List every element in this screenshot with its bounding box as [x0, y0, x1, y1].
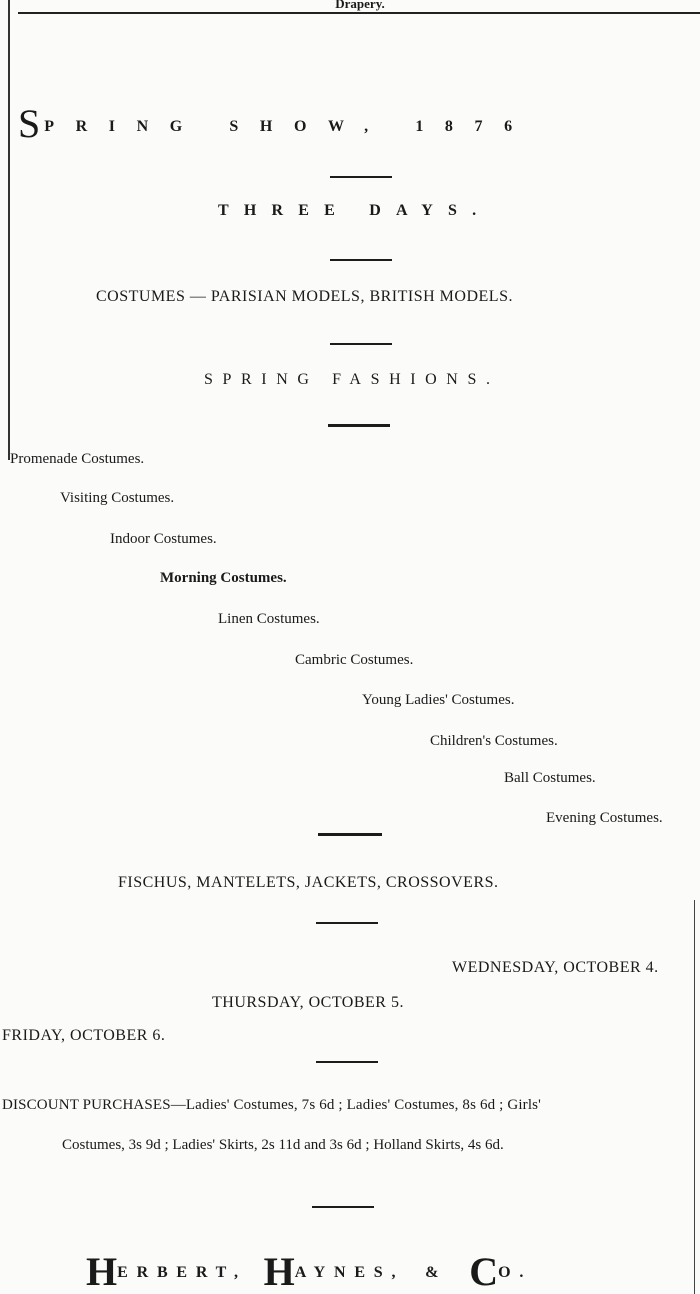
company-initial-h: H: [263, 1249, 295, 1294]
date-wednesday: WEDNESDAY, OCTOBER 4.: [452, 959, 659, 976]
headline: [18, 94, 534, 146]
separator: [312, 1206, 374, 1208]
costume-item: Cambric Costumes.: [295, 652, 414, 668]
date-friday: FRIDAY, OCTOBER 6.: [2, 1027, 166, 1044]
separator: [330, 176, 392, 178]
date-thursday: THURSDAY, OCTOBER 5.: [212, 994, 404, 1011]
costume-item: Children's Costumes.: [430, 733, 558, 749]
costume-item: Morning Costumes.: [160, 570, 287, 586]
spring-fashions-heading: SPRING FASHIONS.: [204, 371, 500, 388]
separator: [330, 259, 392, 261]
separator: [328, 424, 390, 427]
company-initial-h: H: [86, 1249, 118, 1294]
costume-item: Evening Costumes.: [546, 810, 663, 826]
separator: [318, 833, 382, 836]
costume-item: Linen Costumes.: [218, 611, 320, 627]
costumes-models-heading: COSTUMES — PARISIAN MODELS, BRITISH MODELS.: [96, 288, 513, 305]
three-days-heading: THREE DAYS.: [218, 202, 492, 219]
company-name-part: ERBERT,: [117, 1264, 247, 1281]
company-initial-c: C: [469, 1249, 499, 1294]
costume-item: Visiting Costumes.: [60, 490, 175, 506]
left-column-rule: [8, 0, 10, 460]
costume-item: Ball Costumes.: [504, 770, 596, 786]
headline-initial: S: [18, 101, 41, 146]
discount-line-1: DISCOUNT PURCHASES—Ladies' Costumes, 7s 6d ; Ladies' Costumes, 8s 6d ; Girls': [2, 1097, 541, 1113]
right-column-rule: [694, 900, 695, 1294]
discount-line-2: Costumes, 3s 9d ; Ladies' Skirts, 2s 11d and 3s 6d ; Holland Skirts, 4s 6d.: [62, 1137, 504, 1153]
costume-item: Young Ladies' Costumes.: [362, 692, 515, 708]
section-heading: Drapery.: [335, 0, 385, 11]
garments-heading: FISCHUS, MANTELETS, JACKETS, CROSSOVERS.: [118, 874, 499, 891]
company-name-part: AYNES,: [294, 1264, 405, 1281]
company-ampersand: &: [425, 1264, 439, 1281]
separator: [316, 1061, 378, 1063]
company-name: [86, 1240, 533, 1294]
separator: [316, 922, 378, 924]
company-name-part: O.: [498, 1264, 533, 1281]
costume-item: Indoor Costumes.: [110, 531, 217, 547]
separator: [330, 343, 392, 345]
header-rule: [18, 12, 700, 14]
headline-text: PRING SHOW, 1876: [44, 118, 534, 135]
costume-item: Promenade Costumes.: [10, 451, 145, 467]
